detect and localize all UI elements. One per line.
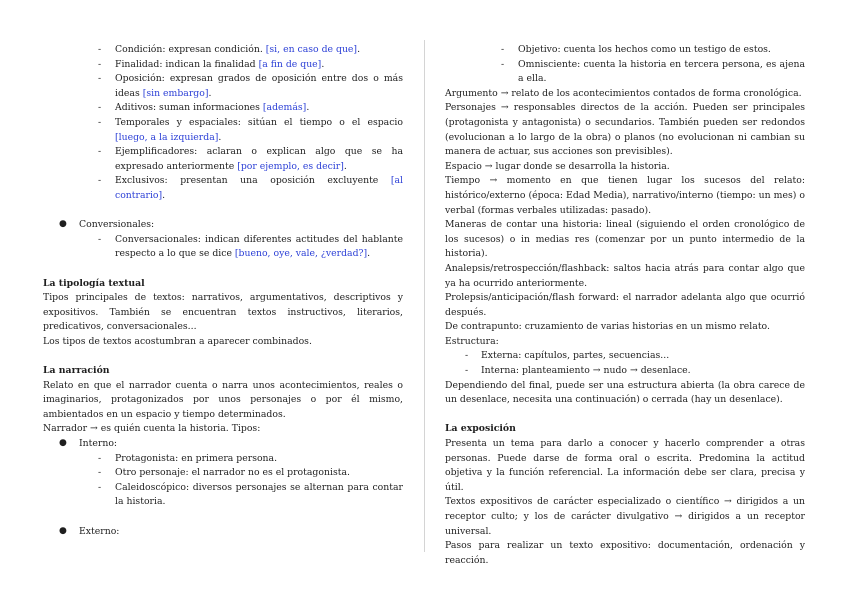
paragraph: Textos expositivos de carácter especializado o científico → dirigidos a un receptor culto; y los de carácter divulgativo → dirigidos a un receptor universal. (445, 496, 805, 537)
paragraph: Relato en que el narrador cuenta o narra unos acontecimientos, reales o imaginarios, protagonizados por unos personajes o por él mismo, ambientados en un espacio y tiempo determinados. (43, 379, 403, 420)
example-text: [bueno, oye, vale, ¿verdad?] (234, 248, 368, 260)
bullet-externo: ● Externo: (59, 525, 120, 537)
connector-item-conversacionales: - Conversacionales: indican diferentes actitudes del hablante respecto a lo que se dice [bueno, oye, vale, ¿verdad?]. (98, 233, 403, 260)
connector-item-condicion: - Condición: expresan condición. [si, en caso de que]. (98, 44, 361, 55)
example-text: [si, en caso de que] (265, 44, 358, 55)
section-title-exposicion: La exposición (445, 423, 516, 435)
paragraph-personajes: Personajes → responsables directos de la acción. Pueden ser principales (protagonista y antagonista) o secundarios. También pueden ser redondos (evolucionan a lo largo de la obra) o planos (no evolucionan ni cambian su manera de actuar, sus acciones son previsibles). (445, 102, 805, 158)
example-text: [a fin de que] (258, 58, 322, 70)
right-column (445, 43, 805, 568)
left-column (43, 43, 403, 539)
list-item: - Caleidoscópico: diversos personajes se alternan para contar la historia. (98, 481, 403, 508)
paragraph: Tipos principales de textos: narrativos, argumentativos, descriptivos y expositivos. También se encuentran textos instructivos, literarios, predicativos, conversacionales... (43, 292, 403, 333)
paragraph-estructura: Estructura: (445, 335, 499, 347)
bullet-interno: ● Interno: (59, 438, 118, 450)
connector-item-finalidad: - Finalidad: indican la finalidad [a fin de que]. (98, 58, 325, 70)
paragraph-tiempo: Tiempo → momento en que tienen lugar los sucesos del relato: histórico/externo (época: Edad Media), narrativo/interno (tiempo: un mes) o verbal (formas verbales utilizadas: pasado). (445, 175, 805, 216)
section-title-narracion: La narración (43, 365, 110, 377)
paragraph-analepsis: Analepsis/retrospección/flashback: saltos hacia atrás para contar algo que ya ha ocurrido anteriormente. (445, 262, 805, 289)
paragraph-maneras: Maneras de contar una historia: lineal (siguiendo el orden cronológico de los sucesos) o in medias res (comenzar por un punto intermedio de la historia). (445, 219, 805, 260)
connector-item-aditivos: - Aditivos: suman informaciones [además]. (98, 102, 310, 114)
list-item: - Objetivo: cuenta los hechos como un testigo de estos. (501, 44, 771, 55)
paragraph-final: Dependiendo del final, puede ser una estructura abierta (la obra carece de un desenlace, necesita una continuación) o cerrada (hay un desenlace). (445, 379, 805, 406)
paragraph: Presenta un tema para darlo a conocer y hacerlo comprender a otras personas. Puede darse de forma oral o escrita. Predomina la actitud objetiva y la función referencial. La información debe ser clara, precisa y útil. (445, 438, 805, 493)
list-item: - Omnisciente: cuenta la historia en tercera persona, es ajena a ella. (501, 58, 805, 85)
connector-item-ejemplificadores: - Ejemplificadores: aclaran o explican algo que se ha expresado anteriormente [por ejemplo, es decir]. (98, 146, 403, 172)
list-item: - Otro personaje: el narrador no es el protagonista. (98, 467, 350, 479)
example-text: [por ejemplo, es decir] (237, 160, 344, 172)
list-item: - Interna: planteamiento → nudo → desenlace. (465, 365, 691, 377)
bullet-icon: ● (59, 525, 67, 536)
column-divider (424, 40, 425, 552)
list-item: - Protagonista: en primera persona. (98, 452, 278, 464)
bullet-icon: ● (59, 219, 67, 230)
connector-item-oposicion: - Oposición: expresan grados de oposición entre dos o más ideas [sin embargo]. (98, 73, 403, 99)
bullet-icon: ● (59, 438, 67, 449)
paragraph-espacio: Espacio → lugar donde se desarrolla la historia. (445, 160, 670, 172)
paragraph-prolepsis: Prolepsis/anticipación/flash forward: el narrador adelanta algo que ocurrió después. (445, 292, 805, 318)
paragraph: Pasos para realizar un texto expositivo: documentación, ordenación y reacción. (445, 540, 805, 566)
section-title-tipologia: La tipología textual (43, 277, 145, 289)
list-item: - Externa: capítulos, partes, secuencias... (465, 350, 670, 362)
connector-list (43, 43, 403, 204)
paragraph: Narrador → es quién cuenta la historia. Tipos: (43, 423, 261, 435)
paragraph-argumento: Argumento → relato de los acontecimientos contados de forma cronológica. (445, 87, 802, 99)
example-text: [sin embargo] (142, 87, 209, 99)
connector-item-exclusivos: - Exclusivos: presentan una oposición excluyente [al contrario]. (98, 175, 403, 201)
bullet-conversionales: ● Conversionales: (59, 219, 155, 231)
example-text: [luego, a la izquierda] (115, 131, 219, 143)
paragraph-contrapunto: De contrapunto: cruzamiento de varias historias en un mismo relato. (445, 321, 770, 333)
example-text: [al contrario] (115, 175, 403, 201)
example-text: [además] (262, 102, 307, 114)
paragraph: Los tipos de textos acostumbran a aparecer combinados. (43, 335, 312, 347)
connector-item-temporales: - Temporales y espaciales: sitúan el tiempo o el espacio [luego, a la izquierda]. (98, 116, 403, 143)
